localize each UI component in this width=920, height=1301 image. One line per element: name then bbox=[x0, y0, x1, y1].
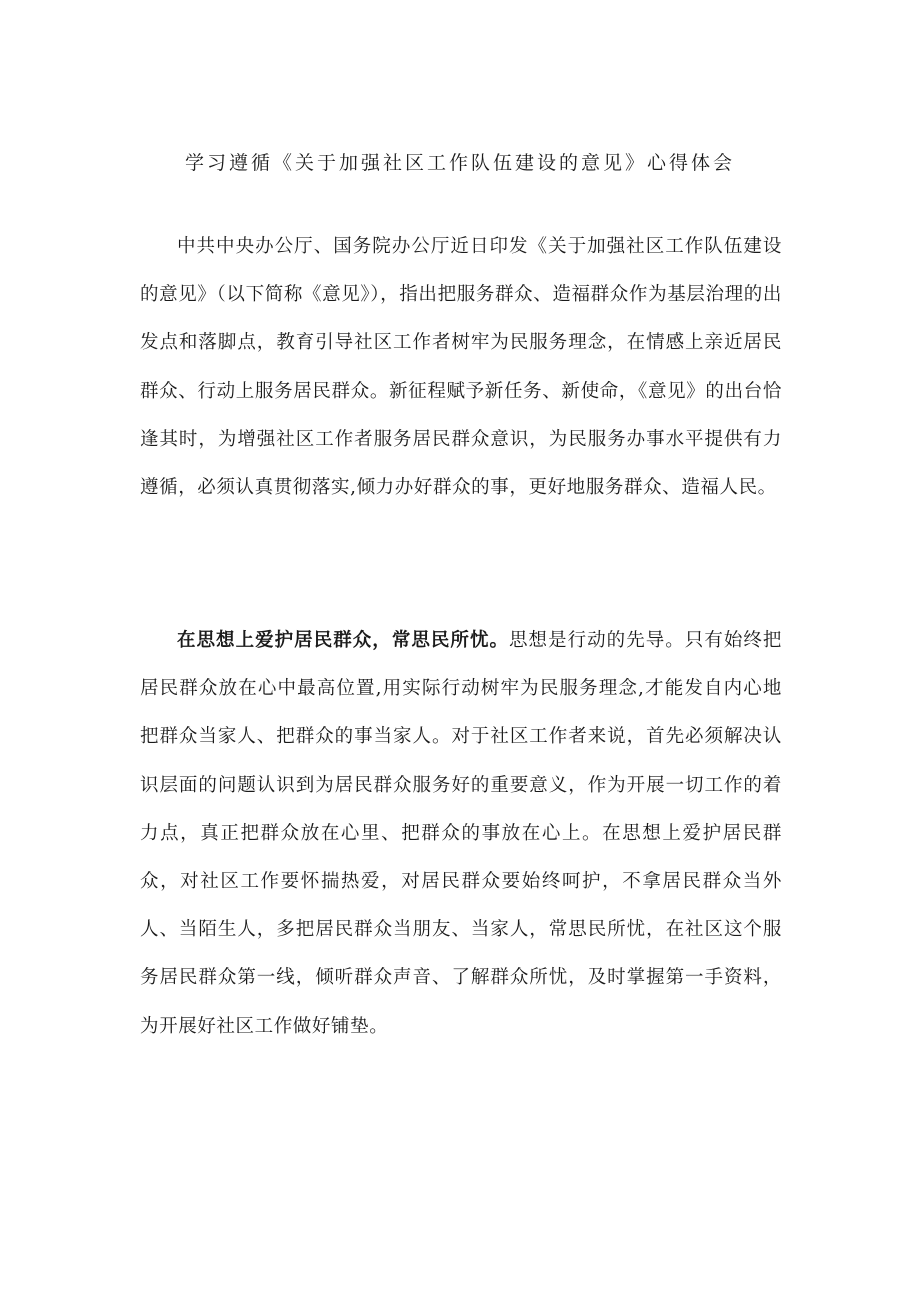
paragraph-section-1-lead: 在思想上爱护居民群众，常思民所忧。 bbox=[177, 630, 510, 651]
paragraph-intro bbox=[140, 223, 782, 512]
paragraph-section-1-body: 思想是行动的先导。只有始终把居民群众放在心中最高位置,用实际行动树牢为民服务理念,才能发自内心地把群众当家人、把群众的事当家人。对于社区工作者来说，首先必须解决认识层面的问题认识到为居民群众服务好的重要意义，作为开展一切工作的着力点，真正把群众放在心里、把群众的事放在心上。在思想上爱护居民群众，对社区工作要怀揣热爱，对居民群众要始终呵护，不拿居民群众当外人、当陌生人，多把居民群众当朋友、当家人，常思民所忧，在社区这个服务居民群众第一线，倾听群众声音、了解群众所忧，及时掌握第一手资料，为开展好社区工作做好铺垫。 bbox=[140, 630, 783, 1037]
document-title: 学习遵循《关于加强社区工作队伍建设的意见》心得体会 bbox=[184, 152, 735, 174]
paragraph-section-1 bbox=[140, 617, 782, 1051]
paragraph-intro-body: 中共中央办公厅、国务院办公厅近日印发《关于加强社区工作队伍建设的意见》（以下简称《意见》），指出把服务群众、造福群众作为基层治理的出发点和落脚点，教育引导社区工作者树牢为民服务理念，在情感上亲近居民群众、行动上服务居民群众。新征程赋予新任务、新使命，《意见》的出台恰逢其时，为增强社区工作者服务居民群众意识，为民服务办事水平提供有力遵循，必须认真贯彻落实,倾力办好群众的事，更好地服务群众、造福人民。 bbox=[140, 236, 782, 499]
